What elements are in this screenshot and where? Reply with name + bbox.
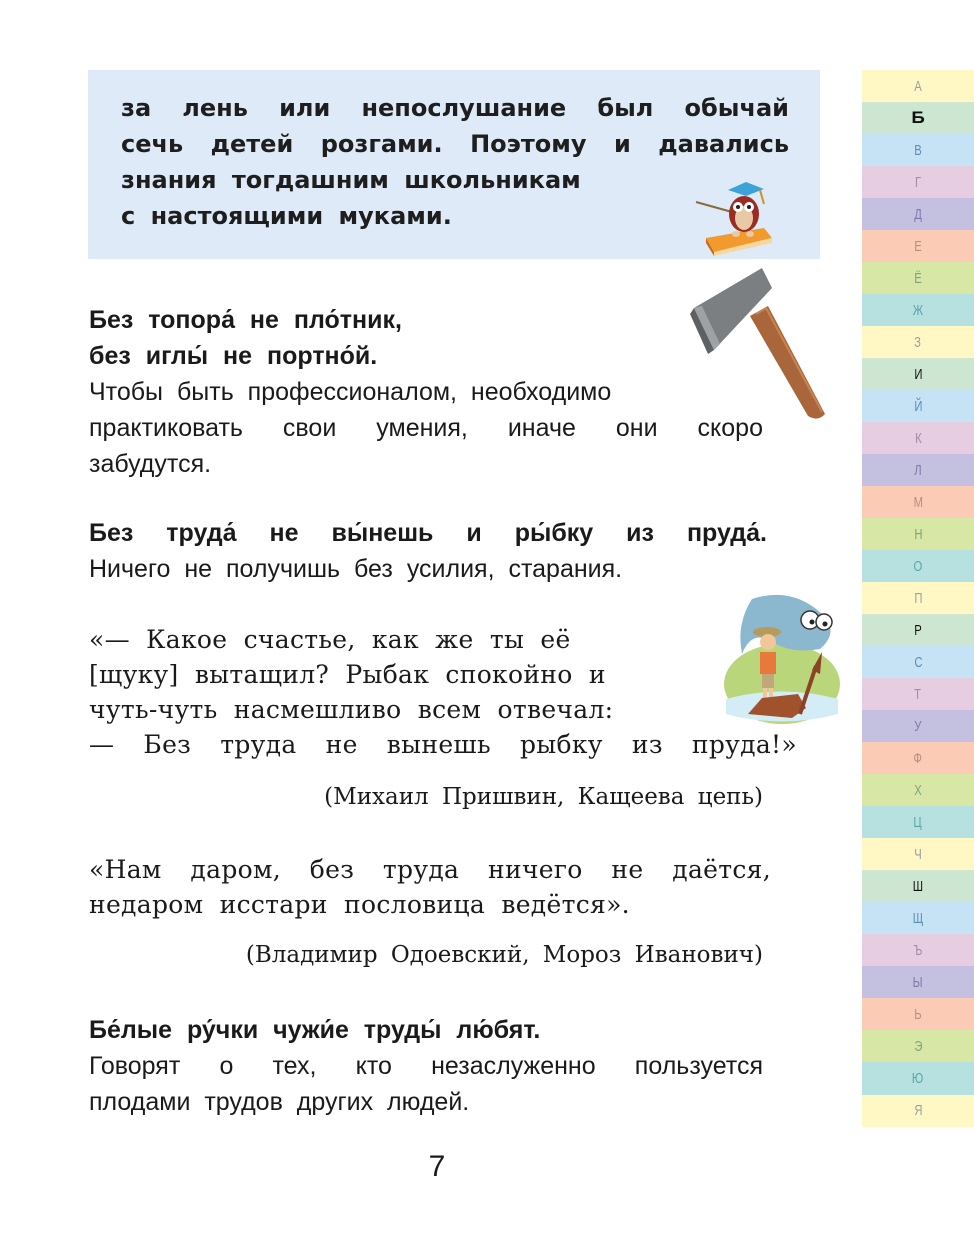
alphabet-tab-letter: И	[913, 365, 923, 383]
alphabet-tab-strip	[862, 70, 974, 1127]
alphabet-tab-letter: Г	[914, 173, 922, 191]
info-box	[88, 70, 820, 259]
alphabet-tab-24[interactable]	[862, 806, 974, 838]
alphabet-tab-letter: Н	[913, 525, 923, 543]
proverb-entry	[89, 515, 767, 587]
info-box-text	[121, 90, 789, 234]
quote-block	[89, 852, 771, 970]
info-line: с настоящими муками.	[121, 202, 452, 230]
alphabet-tab-17[interactable]	[862, 582, 974, 614]
alphabet-tab-letter: Р	[914, 621, 922, 639]
quote-line: [щуку] вытащил? Рыбак спокойно и	[89, 660, 606, 689]
info-line: сечь детей розгами. Поэтому и давались	[121, 130, 789, 158]
alphabet-tab-letter: Ж	[912, 301, 924, 319]
explanation-line: Говорят о тех, кто незаслуженно пользуется	[89, 1052, 763, 1080]
quote-line: «Нам даром, без труда ничего не даётся,	[89, 855, 771, 884]
quote-line: «— Какое счастье, как же ты её	[89, 625, 571, 654]
alphabet-tab-letter: В	[914, 141, 922, 159]
alphabet-tab-letter: Ъ	[913, 941, 923, 959]
alphabet-tab-letter: Т	[914, 685, 922, 703]
alphabet-tab-letter: Д	[914, 205, 922, 223]
alphabet-tab-9[interactable]	[862, 326, 974, 358]
alphabet-tab-16[interactable]	[862, 550, 974, 582]
alphabet-tab-letter: О	[913, 557, 923, 575]
alphabet-tab-32[interactable]	[862, 1062, 974, 1094]
alphabet-tab-letter: Ь	[914, 1005, 922, 1023]
alphabet-tab-letter: Ц	[913, 813, 923, 831]
alphabet-tab-letter: Щ	[912, 909, 924, 927]
owl-teacher-icon	[694, 180, 784, 258]
quote-line: — Без труда не вынешь рыбку из пруда!»	[89, 730, 797, 759]
alphabet-tab-letter: П	[913, 589, 923, 607]
alphabet-tab-letter: К	[914, 429, 922, 447]
explanation-line: Ничего не получишь без усилия, старания.	[89, 555, 623, 583]
alphabet-tab-18[interactable]	[862, 614, 974, 646]
alphabet-tab-10[interactable]	[862, 358, 974, 390]
quote-block	[89, 622, 797, 812]
alphabet-tab-1[interactable]	[862, 70, 974, 102]
alphabet-tab-letter: Ф	[913, 749, 923, 767]
alphabet-tab-letter: Ю	[912, 1069, 924, 1087]
alphabet-tab-letter: А	[914, 77, 922, 95]
alphabet-tab-13[interactable]	[862, 454, 974, 486]
alphabet-tab-4[interactable]	[862, 166, 974, 198]
alphabet-tab-29[interactable]	[862, 966, 974, 998]
quote-attribution: (Владимир Одоевский, Мороз Иванович)	[245, 942, 763, 968]
alphabet-tab-5[interactable]	[862, 198, 974, 230]
info-line: за лень или непослушание был обычай	[121, 94, 789, 122]
alphabet-tab-letter: Ё	[914, 269, 922, 287]
alphabet-tab-3[interactable]	[862, 134, 974, 166]
alphabet-tab-letter: С	[913, 653, 923, 671]
proverb-line: Без труда́ не вы́нешь и ры́бку из пруда́.	[89, 519, 767, 547]
alphabet-tab-letter: У	[914, 717, 922, 735]
quote-line: чуть-чуть насмешливо всем отвечал:	[89, 695, 614, 724]
alphabet-tab-22[interactable]	[862, 742, 974, 774]
alphabet-tab-28[interactable]	[862, 934, 974, 966]
alphabet-tab-20[interactable]	[862, 678, 974, 710]
explanation-line: практиковать свои умения, иначе они скоро	[89, 414, 763, 442]
explanation-line: Чтобы быть профессионалом, необходимо	[89, 378, 612, 406]
proverb-line: Бе́лые ру́чки чужи́е труды́ лю́бят.	[89, 1016, 541, 1044]
alphabet-tab-letter: Е	[914, 237, 922, 255]
alphabet-tab-2[interactable]	[862, 102, 974, 134]
proverb-line: без иглы́ не портно́й.	[89, 342, 378, 370]
alphabet-tab-letter: Х	[914, 781, 922, 799]
alphabet-tab-letter: Ы	[913, 973, 923, 991]
page-number: 7	[428, 1150, 446, 1183]
alphabet-tab-15[interactable]	[862, 518, 974, 550]
info-line: знания тогдашним школьникам	[121, 166, 581, 194]
alphabet-tab-25[interactable]	[862, 838, 974, 870]
alphabet-tab-19[interactable]	[862, 646, 974, 678]
alphabet-tab-6[interactable]	[862, 230, 974, 262]
alphabet-tab-7[interactable]	[862, 262, 974, 294]
alphabet-tab-23[interactable]	[862, 774, 974, 806]
alphabet-tab-letter: Л	[914, 461, 922, 479]
explanation-line: забудутся.	[89, 450, 212, 478]
alphabet-tab-12[interactable]	[862, 422, 974, 454]
proverb-line: Без топора́ не пло́тник,	[89, 306, 402, 334]
alphabet-tab-letter: Ш	[912, 877, 924, 895]
explanation-line: плодами трудов других людей.	[89, 1088, 470, 1116]
alphabet-tab-27[interactable]	[862, 902, 974, 934]
alphabet-tab-31[interactable]	[862, 1030, 974, 1062]
proverb-entry	[89, 302, 763, 482]
alphabet-tab-letter: З	[914, 333, 922, 351]
alphabet-tab-21[interactable]	[862, 710, 974, 742]
alphabet-tab-11[interactable]	[862, 390, 974, 422]
alphabet-tab-30[interactable]	[862, 998, 974, 1030]
alphabet-tab-letter: Ч	[914, 845, 922, 863]
quote-line: недаром исстари пословица ведётся».	[89, 890, 630, 919]
alphabet-tab-letter: Э	[913, 1037, 923, 1055]
alphabet-tab-14[interactable]	[862, 486, 974, 518]
alphabet-tab-33[interactable]	[862, 1095, 974, 1127]
alphabet-tab-26[interactable]	[862, 870, 974, 902]
alphabet-tab-letter: Я	[913, 1102, 923, 1119]
alphabet-tab-letter: М	[913, 493, 923, 511]
alphabet-tab-8[interactable]	[862, 294, 974, 326]
alphabet-tab-letter: Й	[913, 397, 923, 415]
alphabet-tab-letter: Б	[911, 108, 925, 128]
proverb-entry	[89, 1012, 763, 1120]
quote-attribution: (Михаил Пришвин, Кащеева цепь)	[324, 784, 763, 810]
